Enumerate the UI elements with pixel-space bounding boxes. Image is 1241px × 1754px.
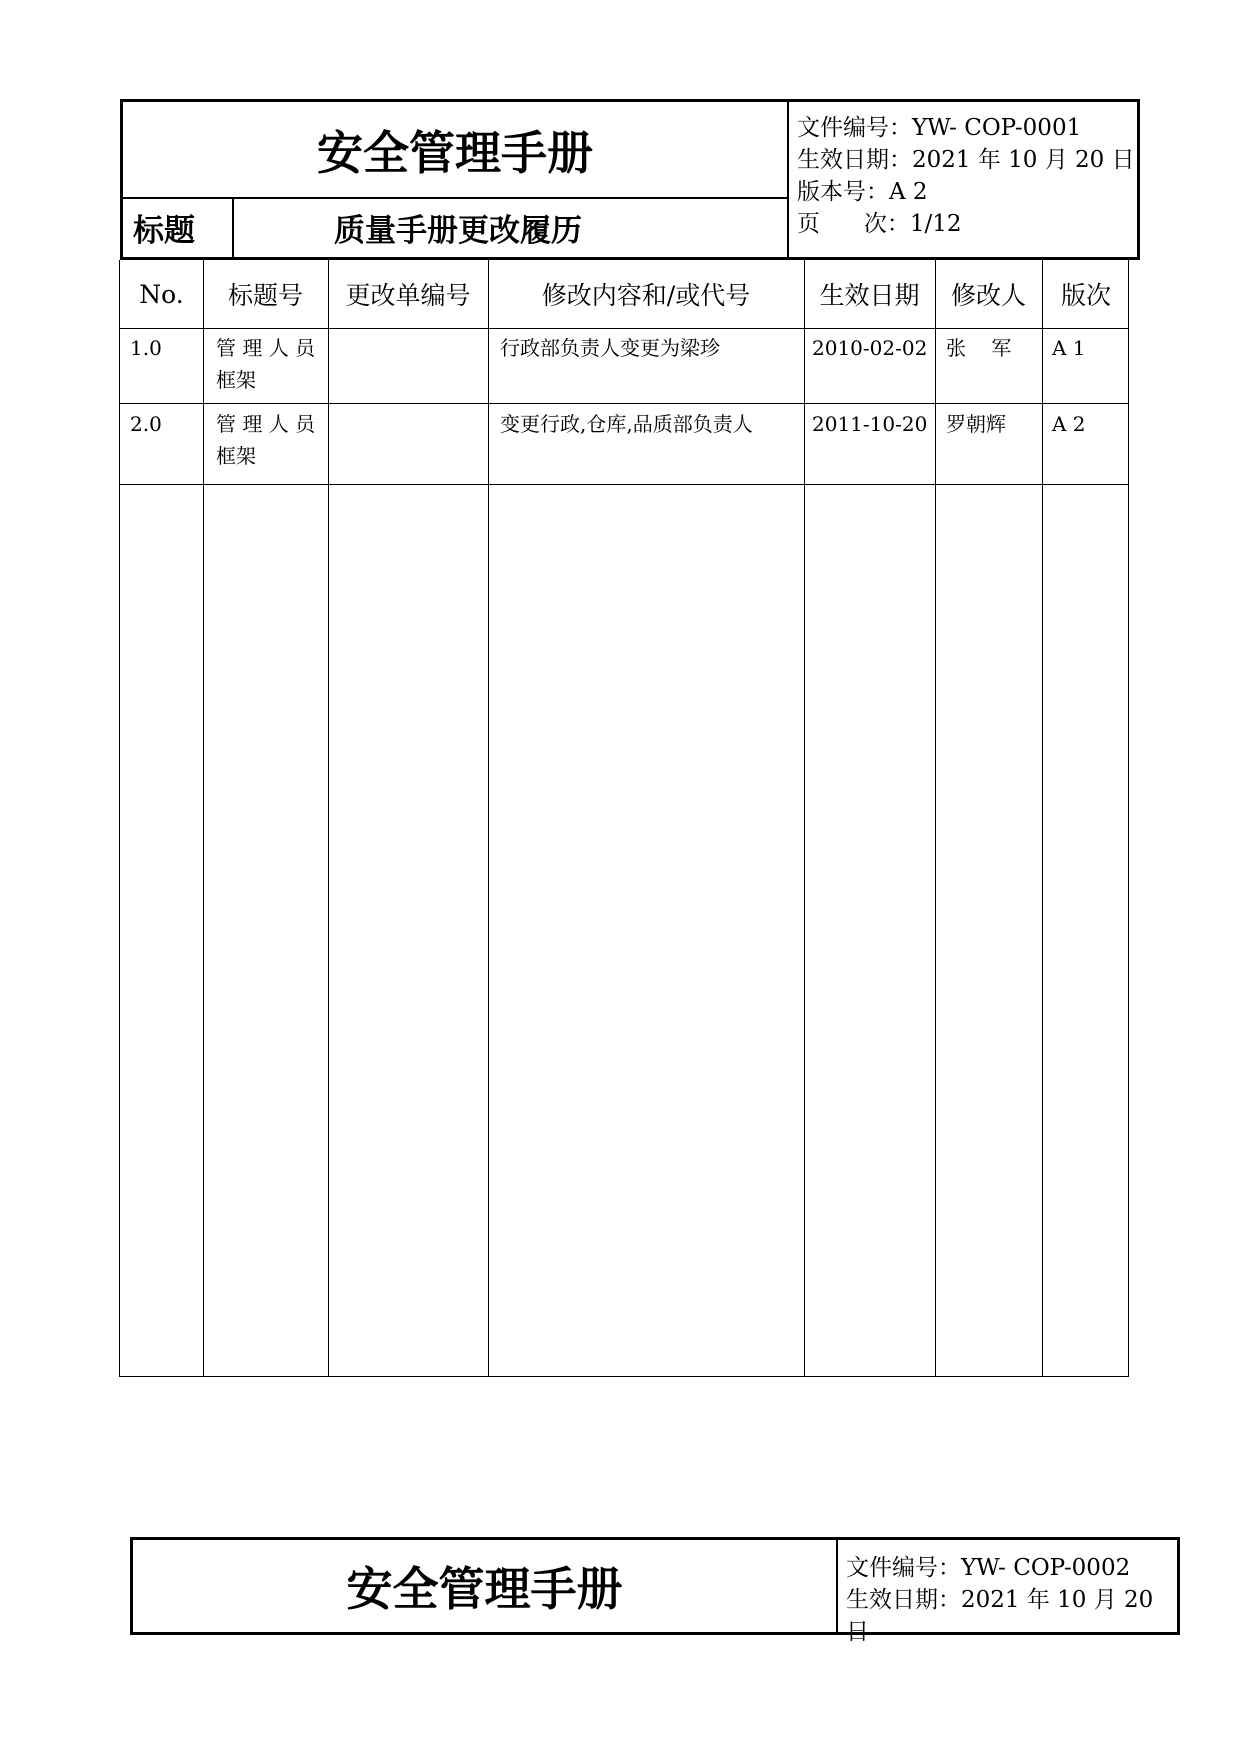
column-header-date: 生效日期 <box>819 281 920 310</box>
row-1-title-no-line1: 管 理 人 员 <box>216 336 316 360</box>
document-header <box>120 99 1140 260</box>
effective-date: 生效日期：2021 年 10 月 20 日 <box>797 147 1135 173</box>
row-1-modifier: 张 军 <box>946 336 1012 360</box>
column-divider <box>488 260 489 1376</box>
next-page-header <box>130 1537 1180 1645</box>
next-page-title: 安全管理手册 <box>133 1540 838 1632</box>
row-1-title-no <box>216 332 315 396</box>
next-page-doc-number: 文件编号：YW- COP-0002 <box>846 1555 1131 1581</box>
row-2-title-no <box>216 408 315 472</box>
subtitle-label: 标题 <box>123 197 234 257</box>
page-number: 页 次：1/12 <box>797 211 962 237</box>
row-2-title-no-line1: 管 理 人 员 <box>216 412 316 436</box>
column-divider <box>804 260 805 1376</box>
section-title: 质量手册更改履历 <box>334 212 582 249</box>
row-divider <box>120 328 1128 329</box>
header-meta <box>797 112 1137 240</box>
row-2-no: 2.0 <box>130 412 162 436</box>
row-1-no: 1.0 <box>130 336 162 360</box>
row-1-version: A 1 <box>1052 336 1086 360</box>
row-divider <box>120 403 1128 404</box>
version-number: 版本号：A 2 <box>797 179 928 205</box>
column-header-title-no: 标题号 <box>227 281 303 310</box>
column-divider <box>328 260 329 1376</box>
column-header-content: 修改内容和/或代号 <box>541 281 751 310</box>
row-1-title-no-line2: 框架 <box>216 368 256 392</box>
revision-table <box>119 260 1129 1377</box>
row-2-date: 2011-10-20 <box>812 412 928 436</box>
column-header-version: 版次 <box>1060 281 1111 310</box>
column-divider <box>935 260 936 1376</box>
row-2-modifier: 罗朝辉 <box>946 412 1006 436</box>
column-header-modifier: 修改人 <box>950 281 1026 310</box>
column-header-change-no: 更改单编号 <box>345 281 471 310</box>
next-page-meta <box>846 1552 1176 1648</box>
column-divider <box>203 260 204 1376</box>
subtitle-row <box>123 197 787 257</box>
header-left <box>123 102 789 257</box>
row-divider <box>120 484 1128 485</box>
row-1-content: 行政部负责人变更为梁珍 <box>500 336 720 360</box>
doc-number: 文件编号：YW- COP-0001 <box>797 115 1082 141</box>
row-2-version: A 2 <box>1052 412 1086 436</box>
row-1-date: 2010-02-02 <box>812 336 928 360</box>
row-2-content: 变更行政,仓库,品质部负责人 <box>500 412 753 436</box>
manual-title: 安全管理手册 <box>123 102 787 199</box>
column-divider <box>1042 260 1043 1376</box>
column-header-no: No. <box>139 279 184 309</box>
row-2-title-no-line2: 框架 <box>216 444 256 468</box>
next-page-effective-date: 生效日期：2021 年 10 月 20 日 <box>846 1587 1154 1645</box>
